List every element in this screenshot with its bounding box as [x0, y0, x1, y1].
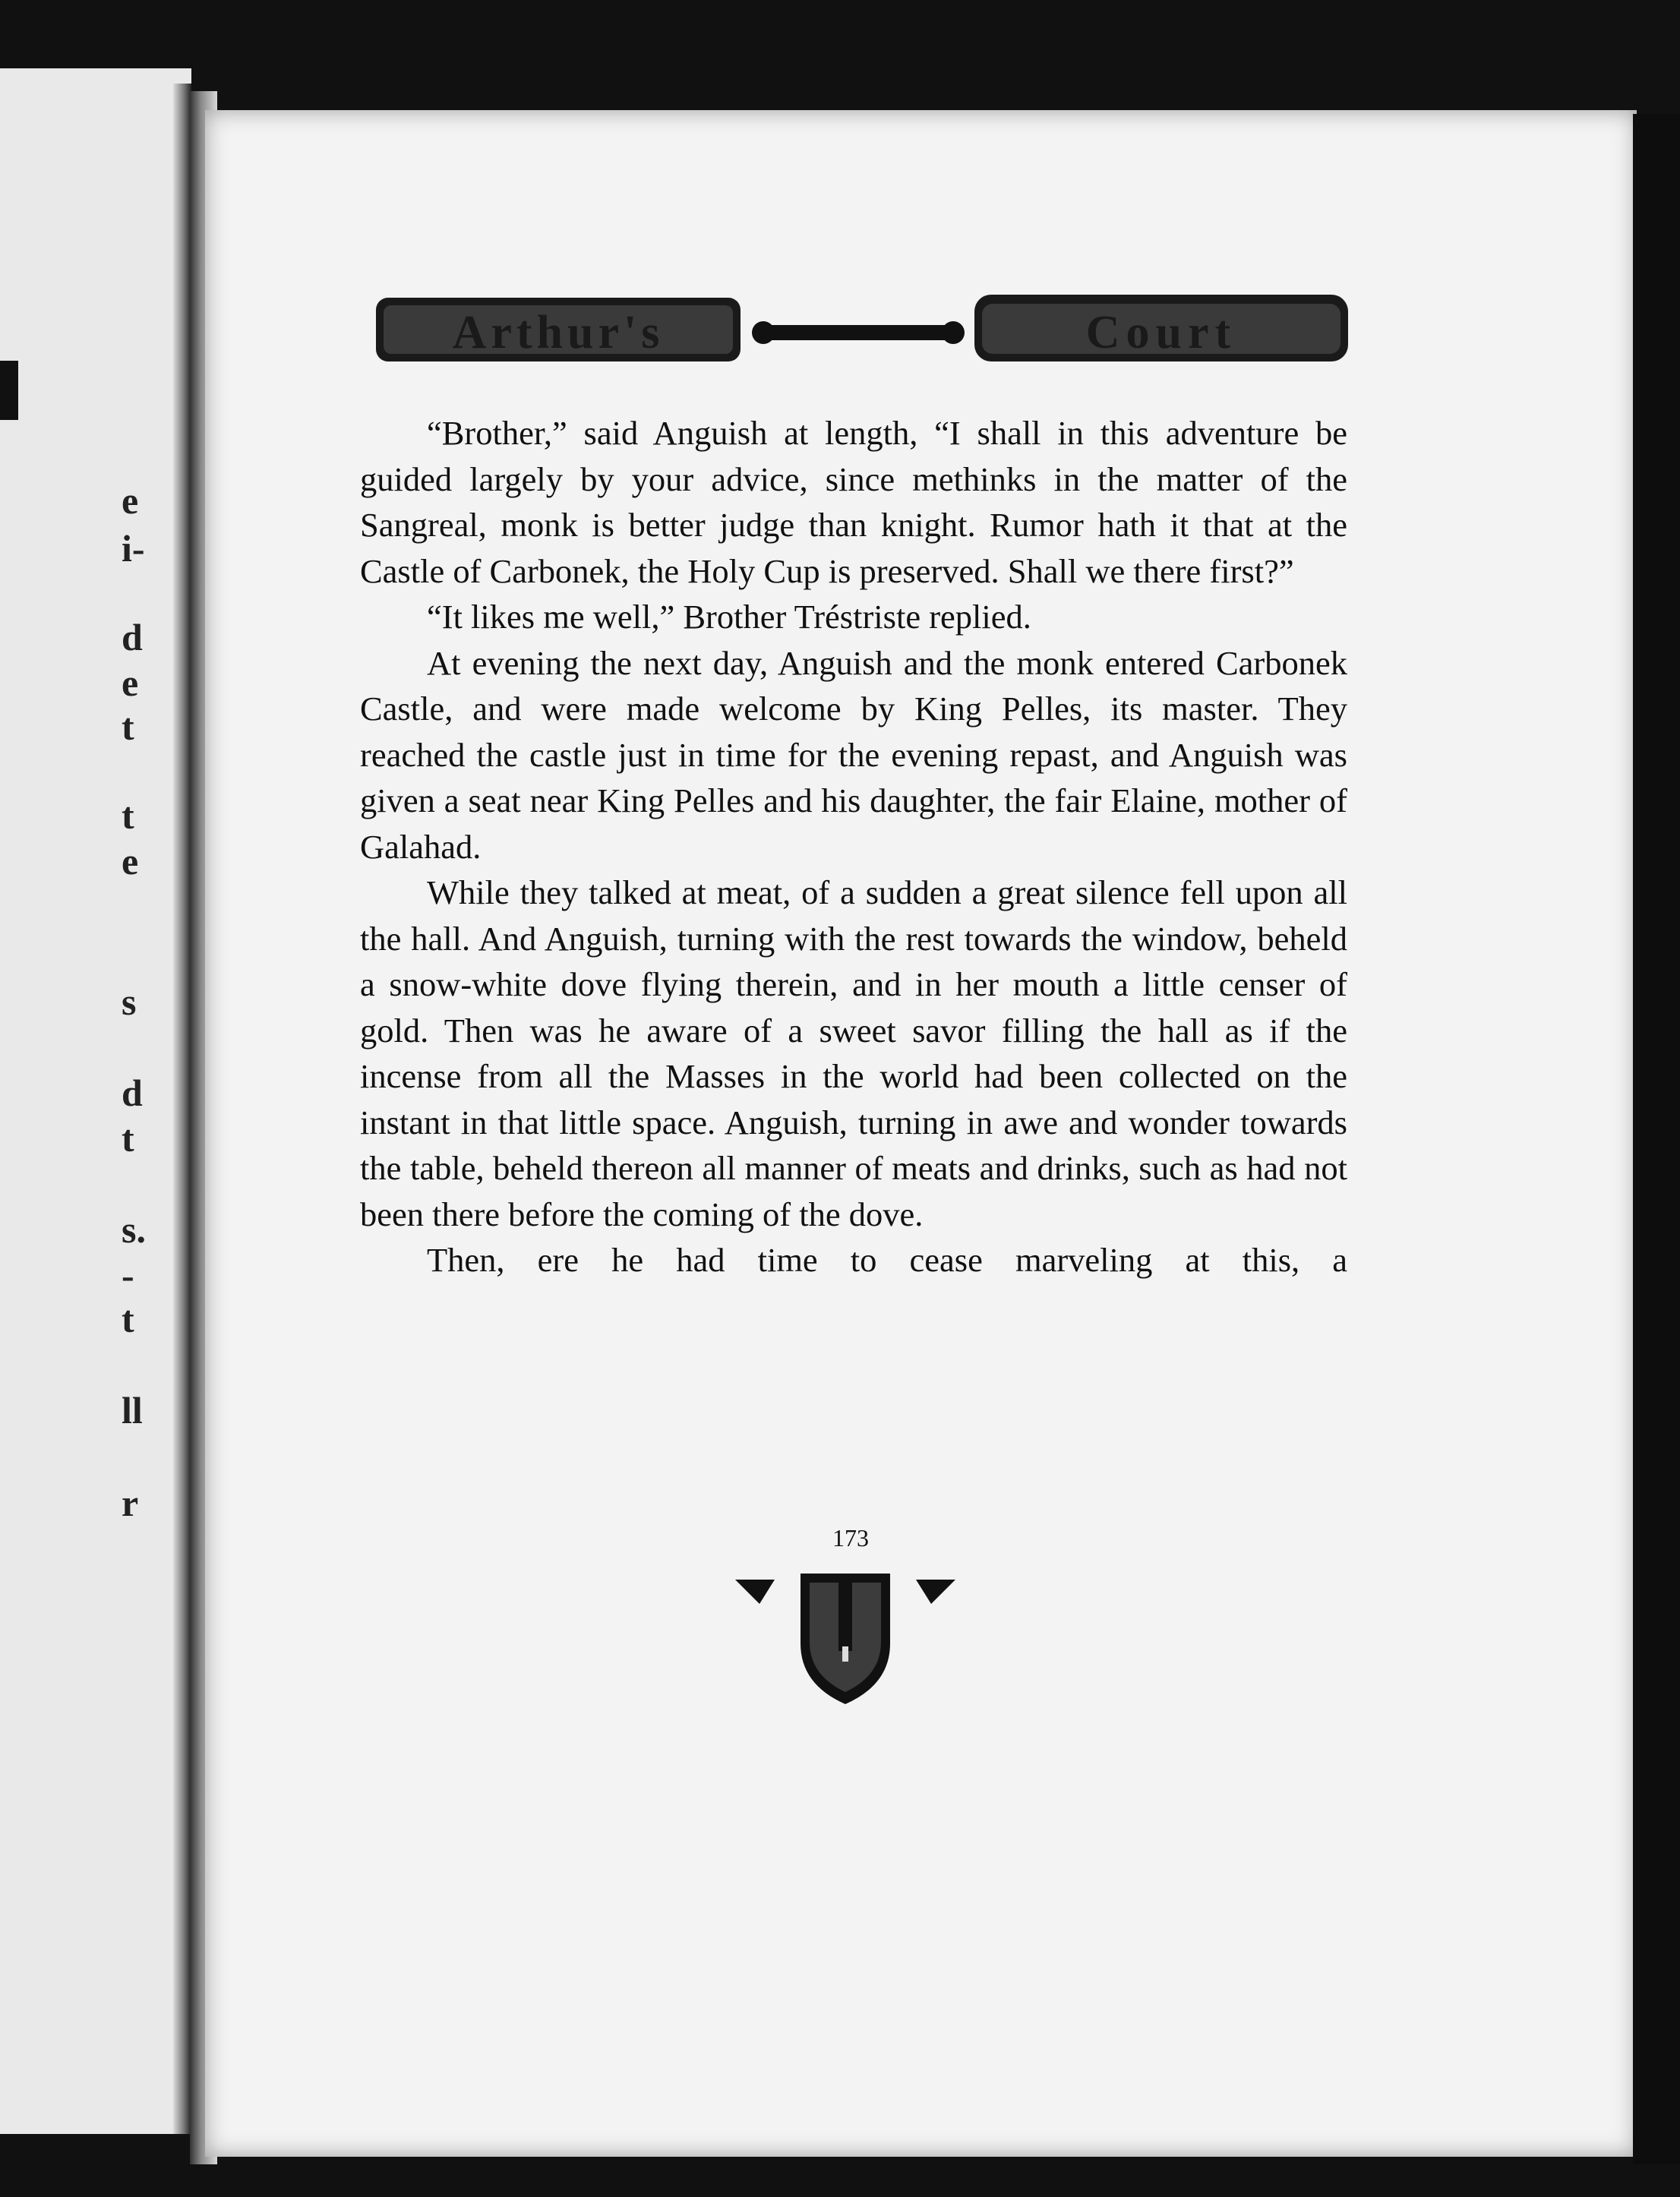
facing-page-fragment: i- — [122, 527, 145, 570]
facing-page-fragment: s. — [122, 1208, 146, 1251]
facing-page-fragment: t — [122, 1117, 134, 1160]
facing-page-fragment: - — [122, 1254, 134, 1296]
page-number: 173 — [832, 1524, 869, 1551]
running-title-right: Court — [1085, 307, 1237, 358]
facing-page-fragment: t — [122, 1298, 134, 1340]
facing-page-fragment: t — [122, 794, 134, 837]
facing-page-fragment: e — [122, 840, 139, 882]
facing-page-fragment: r — [122, 1482, 139, 1524]
rule-bar — [763, 325, 953, 340]
facing-page-fragment: t — [122, 706, 134, 748]
facing-page-fragment: d — [122, 1072, 143, 1114]
paragraph: While they talked at meat, of a sudden a great silence fell upon all the hall. And Anguish, turning with the rest towards the window, beheld a snow-white dove flying therein, and in her mouth a little censer of gold. Then was he aware of a sweet savor filling the hall as if the incense from all the Masses in the world had been collected on the instant in that little space. Anguish, turning in awe and wonder towards the table, beheld thereon all manner of meats and drinks, such as had not been there before the coming of the dove. — [360, 873, 1347, 1233]
facing-page-fragment: s — [122, 980, 137, 1023]
facing-page-fragment: e — [122, 661, 139, 704]
body-text — [360, 410, 1347, 1283]
shield-ornament — [735, 1570, 955, 1707]
paragraph: At evening the next day, Anguish and the monk entered Carbonek Castle, and were made welcome by King Pelles, its master. They reached the castle just in time for the evening repast, and Anguish was given a seat near King Pelles and his daughter, the fair Elaine, mother of Galahad. — [360, 643, 1347, 866]
running-head-ornament — [374, 287, 1354, 369]
shield-pale — [838, 1583, 852, 1651]
facing-page-fragment: e — [122, 479, 139, 522]
chevron-right-icon — [916, 1580, 955, 1604]
running-title-left: Arthur's — [452, 307, 665, 358]
shield-charge — [842, 1646, 848, 1662]
facing-page-edge — [173, 84, 191, 2134]
paragraph: “Brother,” said Anguish at length, “I shall in this adventure be guided largely by your advice, since methinks in the matter of the Sangreal, monk is better judge than knight. Rumor hath it that at the Castle of Carbonek, the Holy Cup is preserved. Shall we there first?” — [360, 414, 1347, 590]
facing-page-mark — [0, 361, 18, 420]
scan-border — [1633, 114, 1680, 2164]
paragraph: “It likes me well,” Brother Tréstriste replied. — [427, 598, 1031, 636]
paragraph: Then, ere he had time to cease marveling at this, a — [427, 1241, 1347, 1279]
rule-knob-right — [942, 321, 965, 344]
facing-page-fragment: d — [122, 616, 143, 658]
facing-page — [0, 68, 191, 2134]
chevron-left-icon — [735, 1580, 775, 1604]
facing-page-fragment: ll — [122, 1389, 143, 1432]
